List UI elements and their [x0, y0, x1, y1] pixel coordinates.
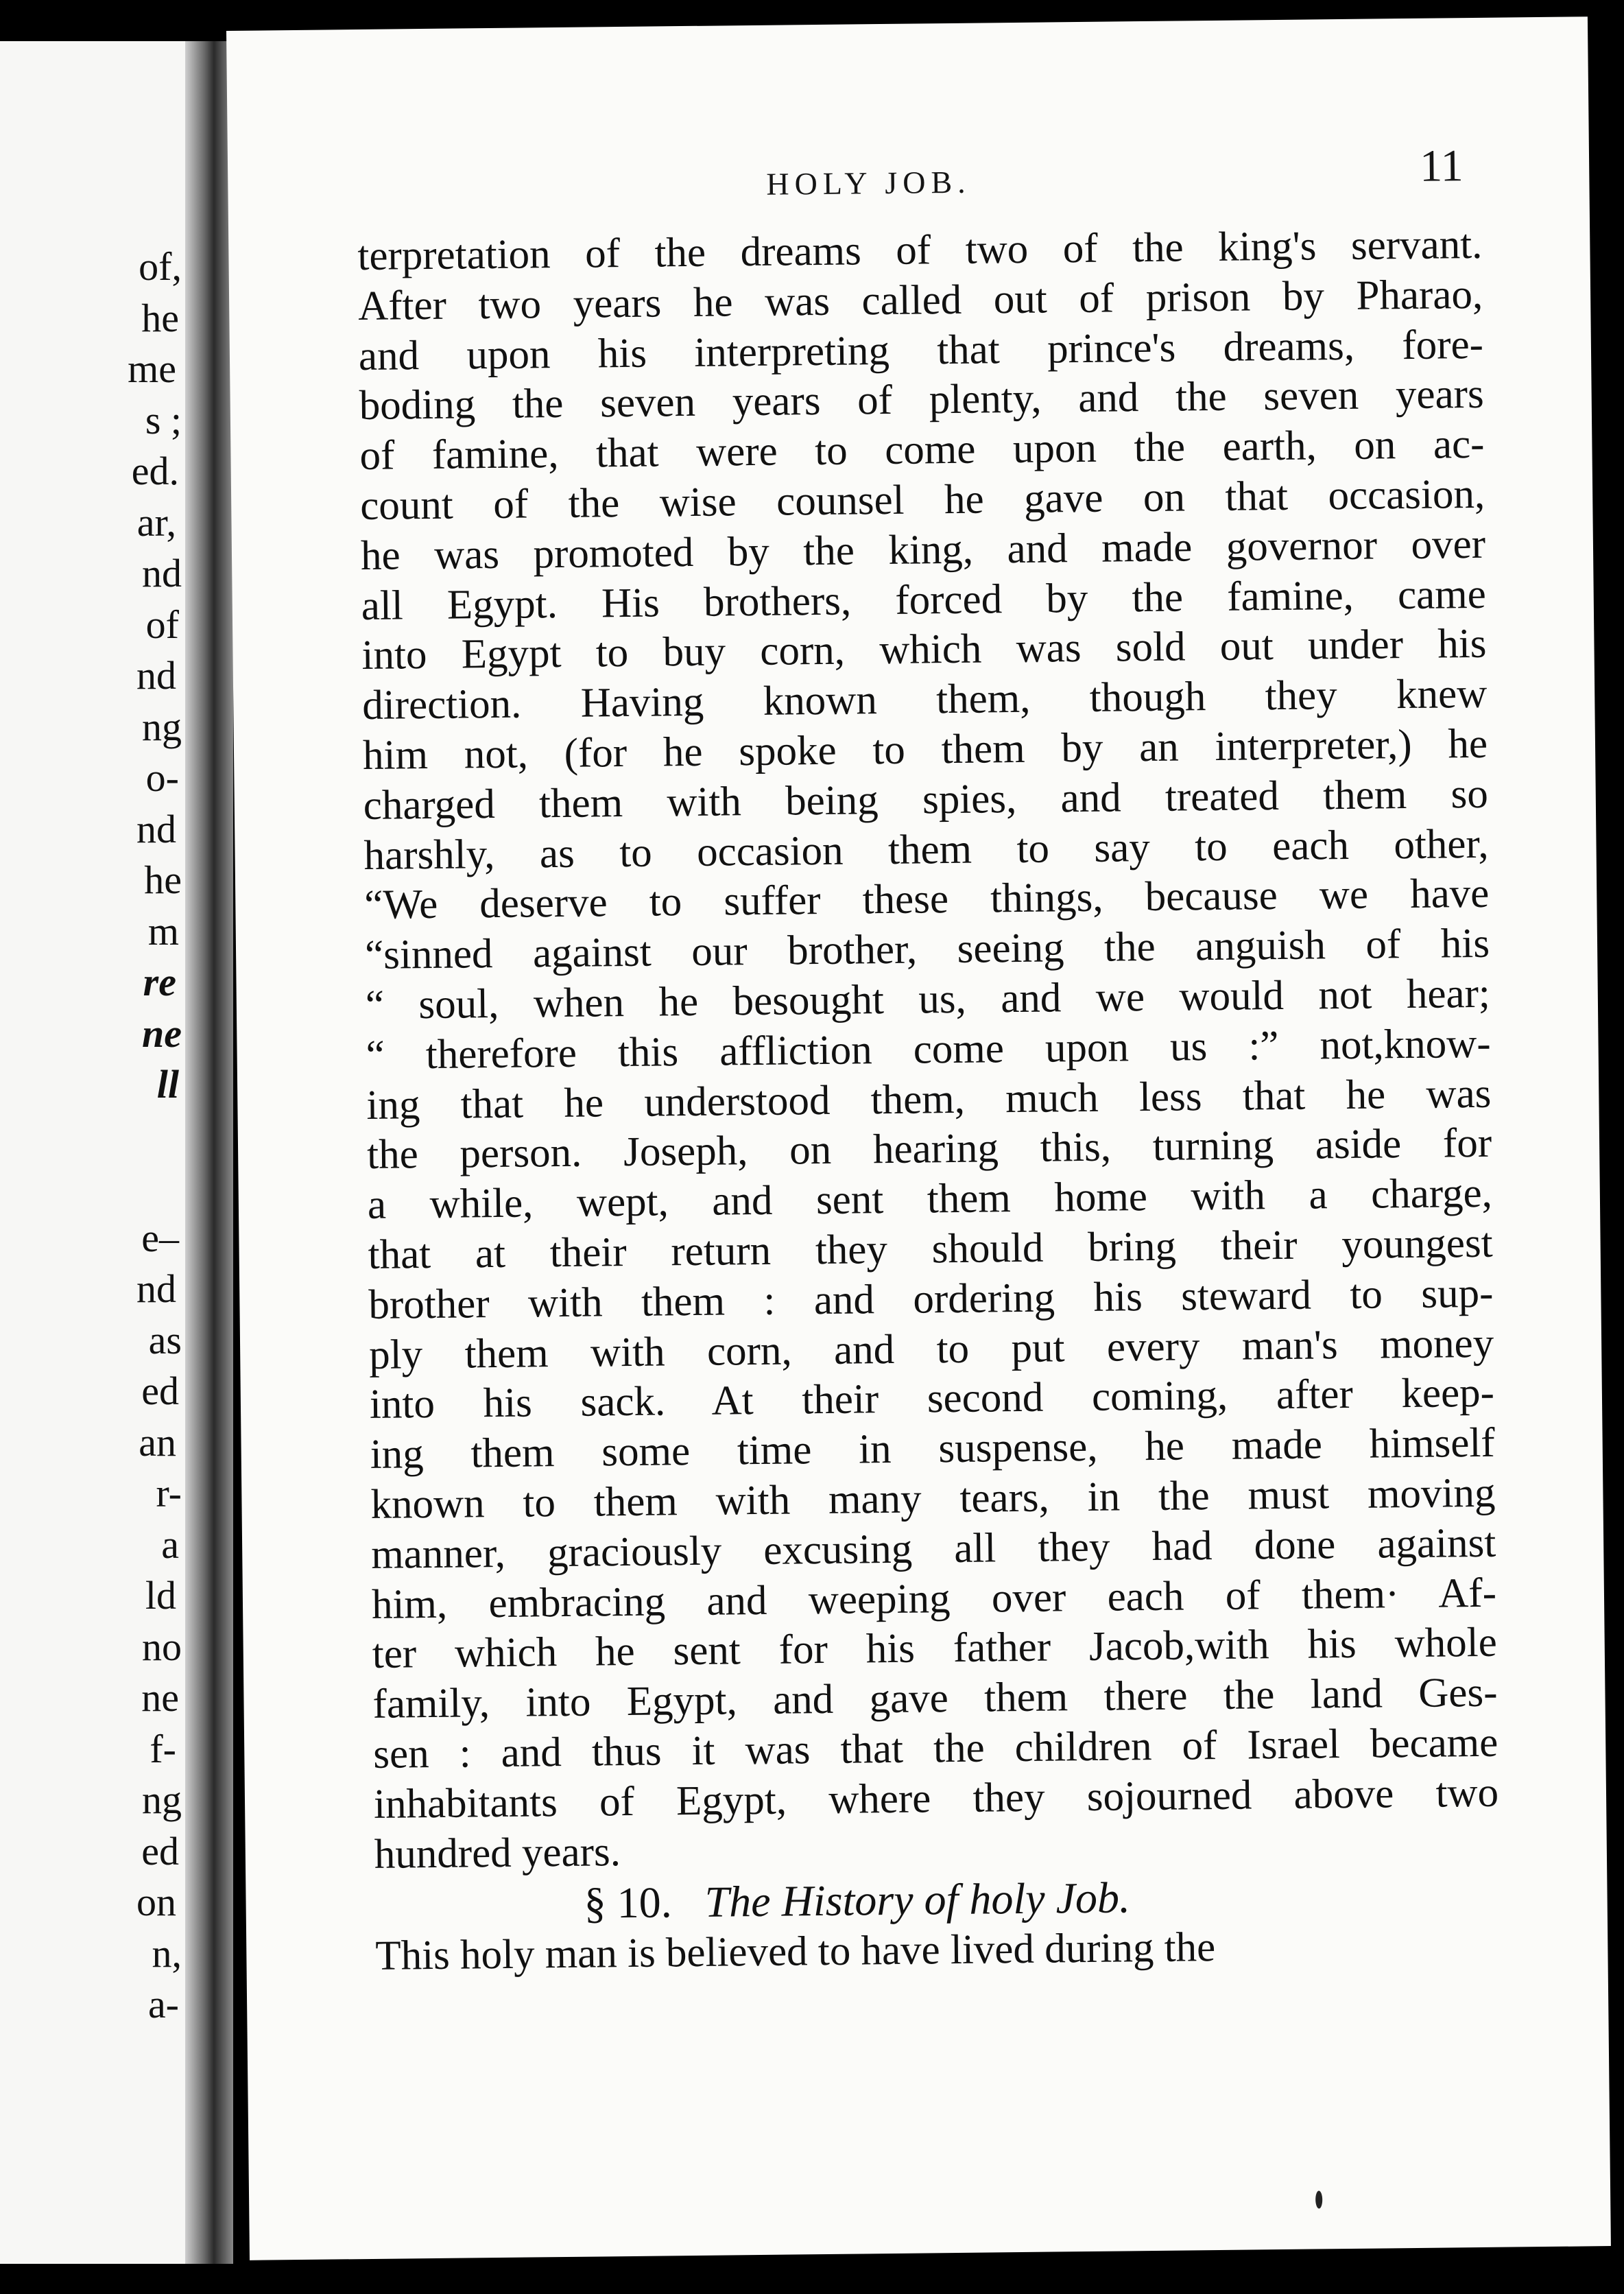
page-number: 11 — [1419, 141, 1464, 191]
facing-page-word-fragment: m — [147, 908, 179, 954]
facing-page-word-fragment: ed — [141, 1828, 179, 1873]
facing-page-word-fragment: ne — [141, 1675, 179, 1720]
text-line: After two years he was called out of prison by Pharao, — [357, 271, 1483, 329]
text-line: all Egypt. His brothers, forced by the famine, came — [361, 571, 1487, 629]
text-line: charged them with being spies, and treated them so — [363, 770, 1489, 829]
text-line: into his sack. At their second coming, after keep- — [369, 1370, 1495, 1428]
facing-page-word-fragment: nd — [136, 1266, 176, 1311]
facing-page-word-fragment: no — [142, 1624, 182, 1669]
book-page — [226, 16, 1611, 2260]
section-title: The History of holy Job. — [704, 1873, 1131, 1927]
scan-speck — [1315, 2190, 1322, 2208]
facing-page-word-fragment: of — [145, 602, 179, 647]
facing-page-word-fragment: an — [139, 1419, 176, 1465]
text-line-final: This holy man is believed to have lived during the — [375, 1924, 1216, 1980]
text-line: hundred years. — [374, 1828, 621, 1878]
facing-page-word-fragment: ed. — [131, 449, 179, 493]
facing-page-word-fragment: ll — [156, 1062, 179, 1107]
text-line: “ therefore this affliction come upon us :” not,know- — [366, 1020, 1491, 1078]
book-gutter — [185, 41, 233, 2264]
text-line: ter which he sent for his father Jacob,with his whole — [372, 1620, 1498, 1678]
text-line: brother with them : and ordering his steward to sup- — [368, 1270, 1494, 1328]
section-number: § 10. — [584, 1878, 672, 1928]
facing-page-word-fragment: as — [148, 1317, 182, 1362]
facing-page-word-fragment: o- — [145, 755, 179, 800]
text-line: boding the seven years of plenty, and the seven years — [359, 371, 1484, 429]
facing-page-word-fragment: ar, — [136, 499, 176, 545]
facing-page-word-fragment: ne — [142, 1010, 182, 1056]
text-line: inhabitants of Egypt, where they sojourned above two — [373, 1769, 1499, 1828]
facing-page-word-fragment: of, — [139, 244, 182, 289]
facing-page-word-fragment: nd — [136, 806, 176, 851]
facing-page-word-fragment: me — [128, 346, 176, 391]
text-line: count of the wise counsel he gave on that occasion, — [359, 471, 1485, 529]
facing-page-word-fragment: ng — [142, 1777, 182, 1822]
facing-page-word-fragment: e– — [141, 1215, 179, 1260]
paragraph-joseph — [357, 220, 1499, 1880]
text-line: the person. Joseph, on hearing this, turning aside for — [366, 1120, 1492, 1179]
text-line: him not, (for he spoke to them by an interpreter,) he — [362, 720, 1488, 779]
text-line: ing them some time in suspense, he made himself — [370, 1419, 1496, 1478]
text-line: “We deserve to suffer these things, because we have — [364, 871, 1490, 929]
text-line: terpretation of the dreams of two of the king's servant. — [357, 221, 1483, 280]
facing-page-word-fragment: a- — [147, 1982, 179, 2026]
facing-page-word-fragment: s ; — [145, 397, 182, 442]
facing-page-fragment — [0, 41, 195, 2264]
text-line: ing that he understood them, much less that he was — [366, 1070, 1492, 1128]
text-line: known to them with many tears, in the must moving — [370, 1469, 1496, 1528]
running-head: HOLY JOB. — [766, 164, 971, 202]
text-line: “ soul, when he besought us, and we would not hear; — [365, 970, 1491, 1028]
facing-page-word-fragment: nd — [142, 551, 182, 595]
text-line: of famine, that were to come upon the earth, on ac- — [359, 421, 1485, 480]
facing-page-word-fragment: a — [161, 1522, 179, 1567]
facing-page-word-fragment: on — [136, 1880, 176, 1924]
text-line: that at their return they should bring their youngest — [368, 1220, 1493, 1278]
text-line: family, into Egypt, and gave them there the land Ges- — [372, 1669, 1498, 1728]
body-text — [357, 220, 1501, 1982]
text-line: a while, wept, and sent them home with a charge, — [367, 1170, 1493, 1229]
facing-page-word-fragment: r- — [156, 1471, 182, 1515]
facing-page-word-fragment: re — [143, 960, 176, 1004]
text-line: into Egypt to buy corn, which was sold out under his — [361, 621, 1487, 679]
facing-page-word-fragment: ng — [142, 704, 182, 749]
facing-page-word-fragment: he — [141, 295, 179, 340]
text-line: him, embracing and weeping over each of them· Af- — [371, 1570, 1497, 1628]
facing-page-word-fragment: nd — [136, 653, 176, 698]
facing-page-word-fragment: ed — [141, 1369, 179, 1413]
facing-page-word-fragment: he — [144, 858, 182, 902]
text-line: ply them with corn, and to put every man's money — [368, 1320, 1494, 1378]
text-line: and upon his interpreting that prince's dreams, fore- — [358, 321, 1484, 379]
facing-page-word-fragment: n, — [152, 1930, 182, 1976]
text-line: direction. Having known them, though they knew — [361, 670, 1488, 729]
text-line: he was promoted by the king, and made governor over — [360, 521, 1486, 579]
text-line: “sinned against our brother, seeing the anguish of his — [364, 920, 1490, 979]
facing-page-word-fragment: ld — [145, 1573, 176, 1618]
text-line: harshly, as to occasion them to say to each other, — [363, 820, 1489, 879]
text-line: sen : and thus it was that the children of Israel became — [372, 1719, 1498, 1777]
text-line: manner, graciously excusing all they had done against — [370, 1520, 1496, 1578]
facing-page-word-fragment: f- — [150, 1726, 176, 1771]
